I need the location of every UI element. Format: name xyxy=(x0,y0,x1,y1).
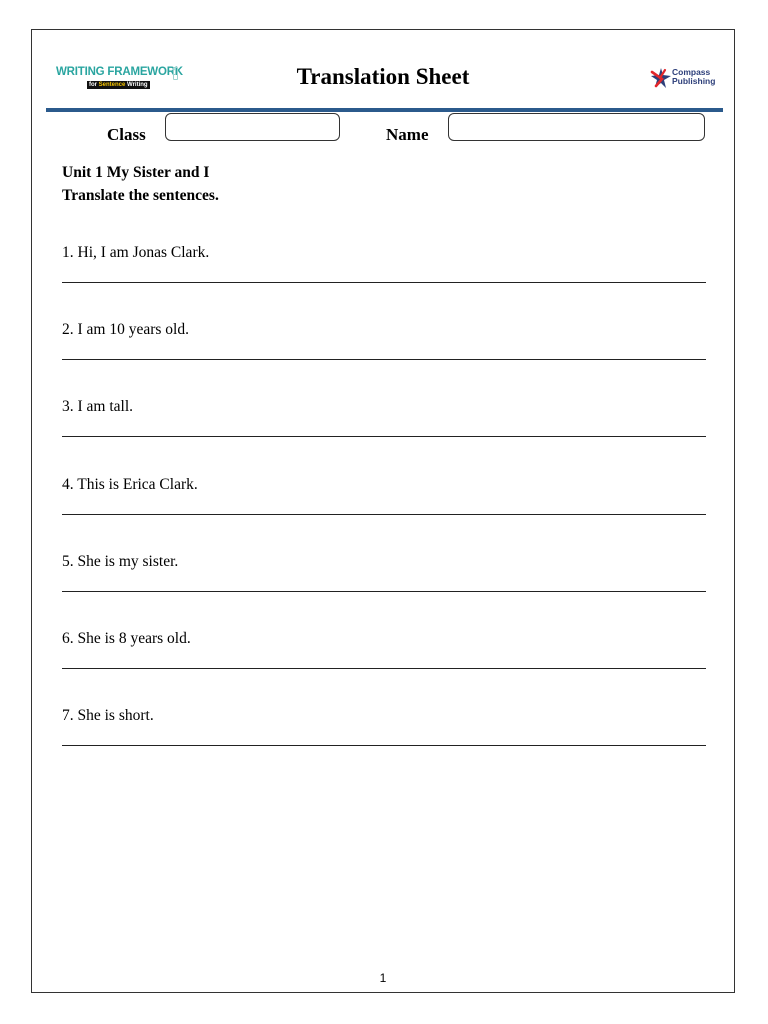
sentence-item xyxy=(62,244,706,284)
sentence-item xyxy=(62,707,706,747)
sentence-text: 5. She is my sister. xyxy=(62,553,179,570)
answer-line[interactable] xyxy=(62,359,706,360)
logo-subtitle-for: for xyxy=(89,82,99,88)
sentence-text: 7. She is short. xyxy=(62,707,154,724)
sentence-item xyxy=(62,321,706,361)
name-field[interactable] xyxy=(448,113,705,141)
answer-line[interactable] xyxy=(62,745,706,746)
answer-line[interactable] xyxy=(62,514,706,515)
answer-line[interactable] xyxy=(62,668,706,669)
name-label: Name xyxy=(386,125,429,144)
logo-subtitle-end: Writing xyxy=(125,82,148,88)
sentence-text: 3. I am tall. xyxy=(62,398,134,415)
sentence-text: 1. Hi, I am Jonas Clark. xyxy=(62,244,210,261)
header-divider-bar xyxy=(46,108,723,112)
page-number: 1 xyxy=(379,971,387,985)
compass-star-icon xyxy=(650,67,672,89)
answer-line[interactable] xyxy=(62,436,706,437)
sentence-item xyxy=(62,476,706,516)
answer-line[interactable] xyxy=(62,591,706,592)
sentence-text: 2. I am 10 years old. xyxy=(62,321,189,338)
publisher-name xyxy=(672,68,715,86)
logo-main-text: WRITING FRAMEWORK xyxy=(56,66,183,78)
unit-title: Unit 1 My Sister and I xyxy=(62,164,210,181)
sentence-text: 4. This is Erica Clark. xyxy=(62,476,198,493)
unit-heading xyxy=(62,161,219,207)
publisher-name-line1: Compass xyxy=(672,67,711,77)
sentence-item xyxy=(62,630,706,670)
logo-subtitle-highlight: Sentence xyxy=(98,82,126,88)
answer-line[interactable] xyxy=(62,282,706,283)
sentence-item xyxy=(62,553,706,593)
page-title: Translation Sheet xyxy=(296,64,470,89)
sentence-text: 6. She is 8 years old. xyxy=(62,630,191,647)
class-field[interactable] xyxy=(165,113,340,141)
worksheet-page xyxy=(31,29,735,993)
compass-publishing-logo xyxy=(650,67,720,91)
sentence-item xyxy=(62,398,706,438)
publisher-name-line2: Publishing xyxy=(672,76,716,86)
instruction-text: Translate the sentences. xyxy=(62,187,219,204)
class-label: Class xyxy=(107,125,146,144)
